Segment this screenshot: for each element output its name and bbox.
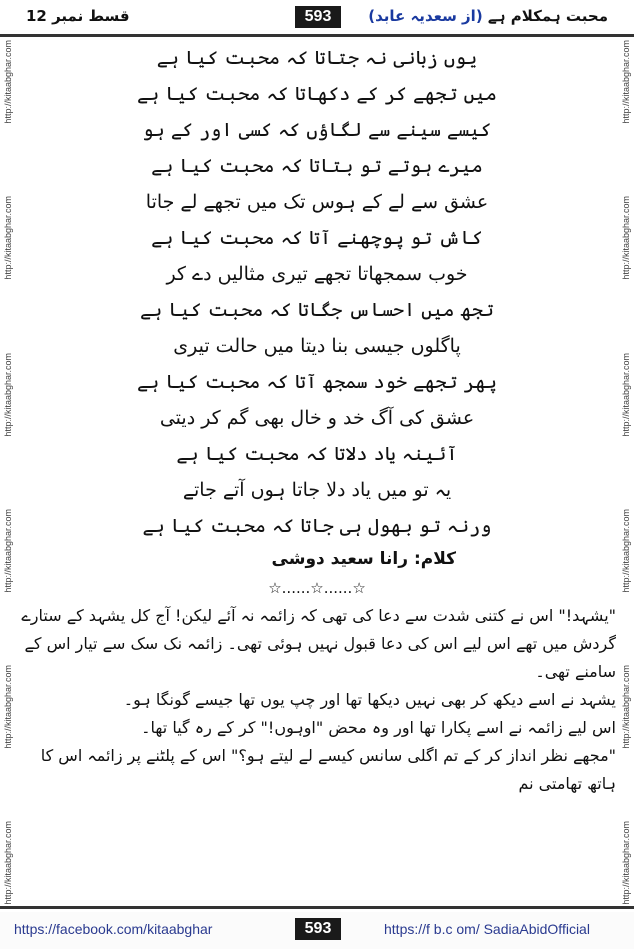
facebook-link-sadia-abid[interactable]: https://f b.c om/ SadiaAbidOfficial xyxy=(384,921,590,937)
prose-line: "مجھے نظر انداز کر کے تم اگلی سانس کیسے لے لیتے ہو؟" اس کے پلٹنے پر زائمہ اس کا ہاتھ تھامتی نم xyxy=(40,746,616,793)
poem-line: عشق سے لے کے ہوس تک میں تجھے لے جاتا xyxy=(145,191,489,213)
page-content xyxy=(18,40,616,798)
poem-line: خوب سمجھاتا تجھے تیری مثالیں دے کر xyxy=(166,263,468,285)
page-header xyxy=(0,0,634,34)
prose-line: یشہد نے اسے دیکھ کر بھی نہیں دیکھا تھا اور چپ یوں تھا جیسے گونگا ہو۔ xyxy=(123,690,616,709)
prose-line: گردش میں تھے اس لیے اس کی دعا قبول نہیں ہوئی تھی۔ زائمہ نک سک سے تیار اس کے سامنے تھی۔ xyxy=(24,634,616,681)
watermark-text: http://kitaabghar.com xyxy=(3,196,13,280)
episode-label: قسط نمبر 12 xyxy=(26,7,130,25)
poem-credit: کلام: رانا سعید دوشی xyxy=(271,549,456,569)
watermark-text: http://kitaabghar.com xyxy=(621,196,631,280)
title-text: محبت ہمکلام ہے xyxy=(487,7,608,25)
watermark-text: http://kitaabghar.com xyxy=(621,665,631,749)
prose-line: اس لیے زائمہ نے اسے پکارا تھا اور وہ محض "اوہوں!" کر کے رہ گیا تھا۔ xyxy=(141,718,616,737)
footer-page-number: 593 xyxy=(295,918,341,940)
facebook-link-kitaabghar[interactable]: https://facebook.com/kitaabghar xyxy=(14,921,213,937)
poem-line: ورنہ تو بھول ہی جاتا کہ محبت کیا ہے xyxy=(142,515,492,537)
poem-line: یوں زبانی نہ جتاتا کہ محبت کیا ہے xyxy=(156,47,478,69)
author-name: (از سعدیہ عابد) xyxy=(368,7,483,25)
novel-title xyxy=(368,7,608,25)
poem-line: کاش تو پوچھنے آتا کہ محبت کیا ہے xyxy=(151,227,483,249)
poem-line: عشق کی آگ خد و خال بھی گم کر دیتی xyxy=(159,407,475,429)
poem xyxy=(18,40,616,544)
page-number-badge: 593 xyxy=(295,6,341,28)
poem-line: پاگلوں جیسی بنا دیتا میں حالت تیری xyxy=(173,335,461,357)
prose-line: "یشہد!" اس نے کتنی شدت سے دعا کی تھی کہ زائمہ نہ آئے لیکن! آج کل یشہد کے ستارے xyxy=(21,606,616,625)
poem-line: تجھ میں احساس جگاتا کہ محبت کیا ہے xyxy=(140,299,494,321)
poem-line: پھر تجھے خود سمجھ آتا کہ محبت کیا ہے xyxy=(136,371,498,393)
poem-line: میں تجھے کر کے دکھاتا کہ محبت کیا ہے xyxy=(136,83,498,105)
watermark-text: http://kitaabghar.com xyxy=(3,821,13,905)
right-side-watermark xyxy=(620,40,632,905)
poem-line: یہ تو میں یاد دلا جاتا ہوں آتے جاتے xyxy=(182,479,452,501)
watermark-text: http://kitaabghar.com xyxy=(3,665,13,749)
watermark-text: http://kitaabghar.com xyxy=(3,352,13,437)
section-separator: ☆......☆......☆ xyxy=(268,579,366,597)
prose xyxy=(18,602,616,798)
watermark-text: http://kitaabghar.com xyxy=(3,40,13,124)
footer-divider xyxy=(0,906,634,909)
poem-line: آئینہ یاد دلاتا کہ محبت کیا ہے xyxy=(176,443,458,465)
page-footer xyxy=(0,912,634,949)
watermark-text: http://kitaabghar.com xyxy=(621,508,631,593)
watermark-text: http://kitaabghar.com xyxy=(621,821,631,905)
left-side-watermark xyxy=(2,40,14,905)
watermark-text: http://kitaabghar.com xyxy=(621,40,631,124)
poem-line: کیسے سینے سے لگاؤں کہ کسی اور کے ہو xyxy=(142,119,492,141)
header-divider xyxy=(0,34,634,37)
poem-line: میرے ہوتے تو بتاتا کہ محبت کیا ہے xyxy=(151,155,483,177)
watermark-text: http://kitaabghar.com xyxy=(3,508,13,593)
watermark-text: http://kitaabghar.com xyxy=(621,352,631,437)
